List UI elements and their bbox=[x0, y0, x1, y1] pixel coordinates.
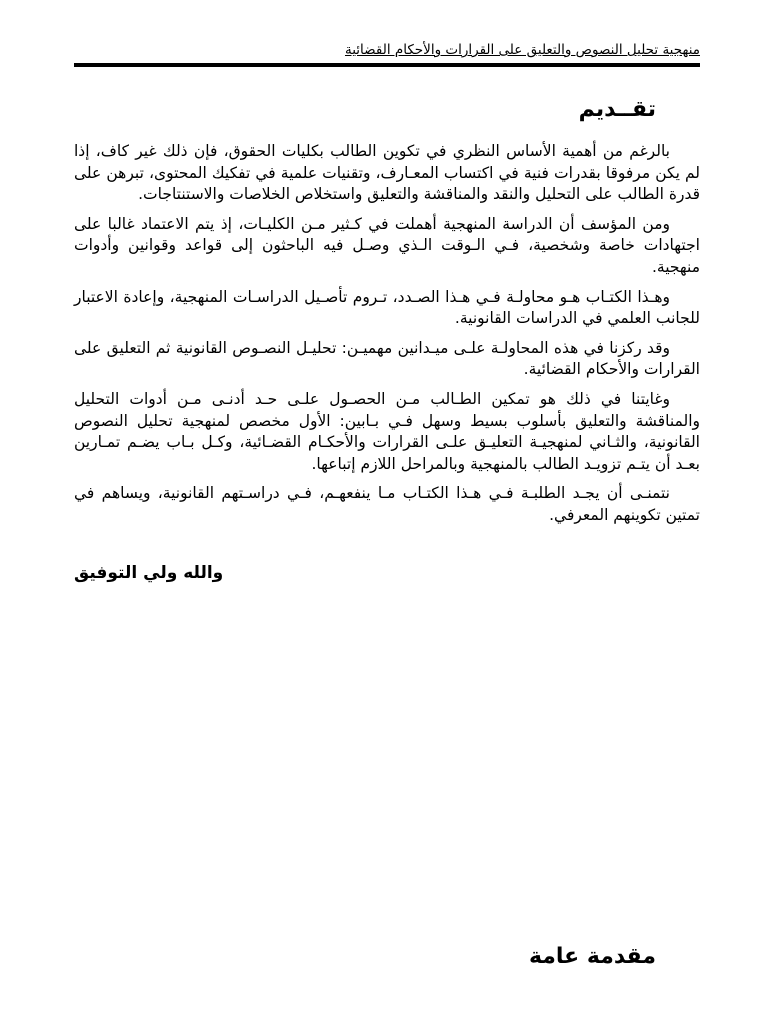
closing-line bbox=[74, 563, 700, 583]
document-page bbox=[74, 40, 700, 583]
paragraph-4: وقد ركزنا في هذه المحاولـة علـى ميـدانين مهميـن: تحليـل النصـوص القانونية ثم التعليق على القرارات والأحكام القضائية. bbox=[74, 338, 700, 379]
paragraph-1: بالرغم من أهمية الأساس النظري في تكوين الطالب بكليات الحقوق، فإن ذلك غير كاف، إذا لم يكن مرفوقا بقدرات فنية في اكتساب المعـارف، وتقنيات علمية في تفكيك المحتوى، تبرهن على قدرة الطالب على التحليل والنقد والمناقشة والتعليق واستخلاص الخلاصات والاستنتاجات. bbox=[74, 142, 700, 204]
section-title: تقــديم bbox=[578, 97, 656, 122]
closing-text: والله ولي التوفيق bbox=[74, 562, 224, 583]
body-text bbox=[74, 141, 700, 527]
paragraph-5: وغايتنا في ذلك هو تمكين الطـالب مـن الحصـول علـى حـد أدنـى مـن أدوات التحليل والمناقشة والتعليق بأسلوب بسيط وسهل فـي بـابين: الأول مخصص لمنهجية تحليل النصوص القانونية، والثـاني لمنهجيـة التعليـق علـى القرارات والأحكـام القضـائية، وكـل بـاب يضـم تمـارين بعـد أن يتـم تزويـد الطالب بالمنهجية وبالمراحل اللازم إتباعها. bbox=[74, 389, 700, 473]
next-section-title: مقدمة عامة bbox=[528, 944, 656, 969]
paragraph-6: نتمنـى أن يجـد الطلبـة فـي هـذا الكتـاب مـا ينفعهـم، فـي دراسـتهم القانونية، ويساهم في تمتين تكوينهم المعرفي. bbox=[74, 484, 700, 524]
paragraph-2: ومن المؤسف أن الدراسة المنهجية أهملت في كـثير مـن الكليـات، إذ يتم الاعتماد غالبا على اجتهادات خاصة وشخصية، فـي الـوقت الـذي وصـل فيه الباحثون إلى قواعد وقوانين وأدوات منهجية. bbox=[74, 214, 700, 276]
paragraph-3: وهـذا الكتـاب هـو محاولـة فـي هـذا الصـدد، تـروم تأصـيل الدراسـات المنهجية، وإعادة الاعتبار للجانب العلمي في الدراسات القانونية. bbox=[74, 287, 700, 328]
running-header: منهجية تحليل النصوص والتعليق على القرارات والأحكام القضائية bbox=[344, 42, 700, 58]
header-rule bbox=[74, 63, 700, 67]
